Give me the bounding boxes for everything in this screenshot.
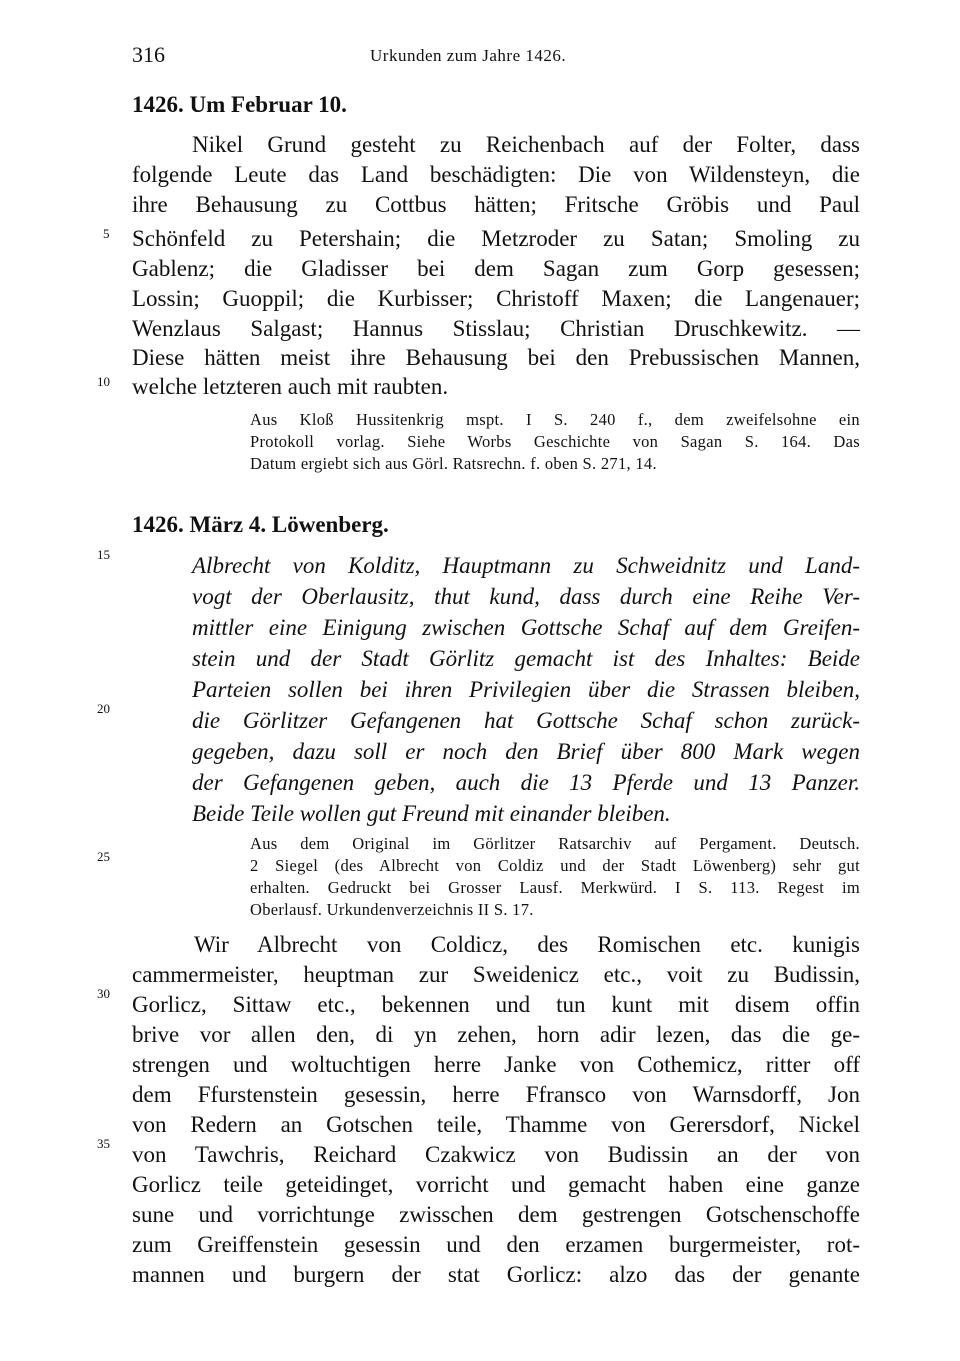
document-text-line: von Redern an Gotschen teile, Thamme von Gerersdorf, Nickel — [132, 1112, 860, 1137]
running-title: Urkunden zum Jahre 1426. — [370, 46, 567, 65]
entry1-line: folgende Leute das Land beschädigten: Die von Wildensteyn, die — [132, 162, 860, 187]
entry1-line: Wenzlaus Salgast; Hannus Stisslau; Christian Druschkewitz. — — [132, 316, 860, 341]
entry1-line: Nikel Grund gesteht zu Reichenbach auf der Folter, dass — [192, 132, 860, 157]
entry1-note-line: Datum ergiebt sich aus Görl. Ratsrechn. f. oben S. 271, 14. — [250, 454, 657, 473]
regest-line: mittler eine Einigung zwischen Gottsche Schaf auf dem Greifen- — [192, 615, 860, 640]
entry2-note-line: Aus dem Original im Görlitzer Ratsarchiv auf Pergament. Deutsch. — [250, 834, 860, 853]
document-text-line: sune und vorrichtunge zwisschen dem gestrengen Gotschenschoffe — [132, 1202, 860, 1227]
regest-line: gegeben, dazu soll er noch den Brief über 800 Mark wegen — [192, 739, 860, 764]
document-text-line: zum Greiffenstein gesessin und den erzamen burgermeister, rot- — [132, 1232, 860, 1257]
regest-line: die Görlitzer Gefangenen hat Gottsche Schaf schon zurück- — [192, 708, 860, 733]
entry2-note-line: 2 Siegel (des Albrecht von Coldiz und der Stadt Löwenberg) sehr gut — [250, 856, 860, 875]
entry1-line: Diese hätten meist ihre Behausung bei den Prebussischen Mannen, — [132, 345, 860, 370]
entry1-note-line: Aus Kloß Hussitenkrig mspt. I S. 240 f., dem zweifelsohne ein — [250, 410, 860, 429]
entry1-note-line: Protokoll vorlag. Siehe Worbs Geschichte von Sagan S. 164. Das — [250, 432, 860, 451]
page-number: 316 — [132, 42, 165, 67]
regest-line: stein und der Stadt Görlitz gemacht ist des Inhaltes: Beide — [192, 646, 860, 671]
document-text-line: Gorlicz, Sittaw etc., bekennen und tun kunt mit disem offin — [132, 992, 860, 1017]
document-text-line: strengen und woltuchtigen herre Janke von Cothemicz, ritter off — [132, 1052, 860, 1077]
entry1-heading: 1426. Um Februar 10. — [132, 92, 347, 117]
margin-line-number: 20 — [97, 701, 110, 716]
entry1-line: welche letzteren auch mit raubten. — [132, 374, 449, 399]
regest-line: Beide Teile wollen gut Freund mit einander bleiben. — [192, 801, 671, 826]
margin-line-number: 5 — [103, 226, 110, 241]
document-text-line: von Tawchris, Reichard Czakwicz von Budissin an der von — [132, 1142, 860, 1167]
entry2-heading: 1426. März 4. Löwenberg. — [132, 512, 389, 537]
document-text-line: mannen und burgern der stat Gorlicz: alzo das der genante — [132, 1262, 860, 1287]
entry2-note-line: erhalten. Gedruckt bei Grosser Lausf. Merkwürd. I S. 113. Regest im — [250, 878, 860, 897]
entry1-line: Schönfeld zu Petershain; die Metzroder zu Satan; Smoling zu — [132, 226, 860, 251]
margin-line-number: 30 — [97, 986, 110, 1001]
entry1-line: Lossin; Guoppil; die Kurbisser; Christoff Maxen; die Langenauer; — [132, 286, 860, 311]
regest-line: vogt der Oberlausitz, thut kund, dass durch eine Reihe Ver- — [192, 584, 860, 609]
document-text-line: Gorlicz teile geteidinget, vorricht und gemacht haben eine ganze — [132, 1172, 860, 1197]
document-text-line: Wir Albrecht von Coldicz, des Romischen etc. kunigis — [194, 932, 860, 957]
document-text-line: dem Ffurstenstein gesessin, herre Ffransco von Warnsdorff, Jon — [132, 1082, 860, 1107]
entry1-line: Gablenz; die Gladisser bei dem Sagan zum Gorp gesessen; — [132, 256, 860, 281]
margin-line-number: 10 — [97, 374, 110, 389]
document-text-line: brive vor allen den, di yn zehen, horn adir lezen, das die ge- — [132, 1022, 860, 1047]
document-text-line: cammermeister, heuptman zur Sweidenicz etc., voit zu Budissin, — [132, 962, 860, 987]
margin-line-number: 15 — [97, 547, 110, 562]
entry2-note-line: Oberlausf. Urkundenverzeichnis II S. 17. — [250, 900, 534, 919]
regest-line: der Gefangenen geben, auch die 13 Pferde und 13 Panzer. — [192, 770, 860, 795]
regest-line: Albrecht von Kolditz, Hauptmann zu Schweidnitz und Land- — [192, 553, 860, 578]
entry1-line: ihre Behausung zu Cottbus hätten; Fritsche Gröbis und Paul — [132, 192, 860, 217]
regest-line: Parteien sollen bei ihren Privilegien über die Strassen bleiben, — [192, 677, 860, 702]
margin-line-number: 25 — [97, 849, 110, 864]
margin-line-number: 35 — [97, 1136, 110, 1151]
